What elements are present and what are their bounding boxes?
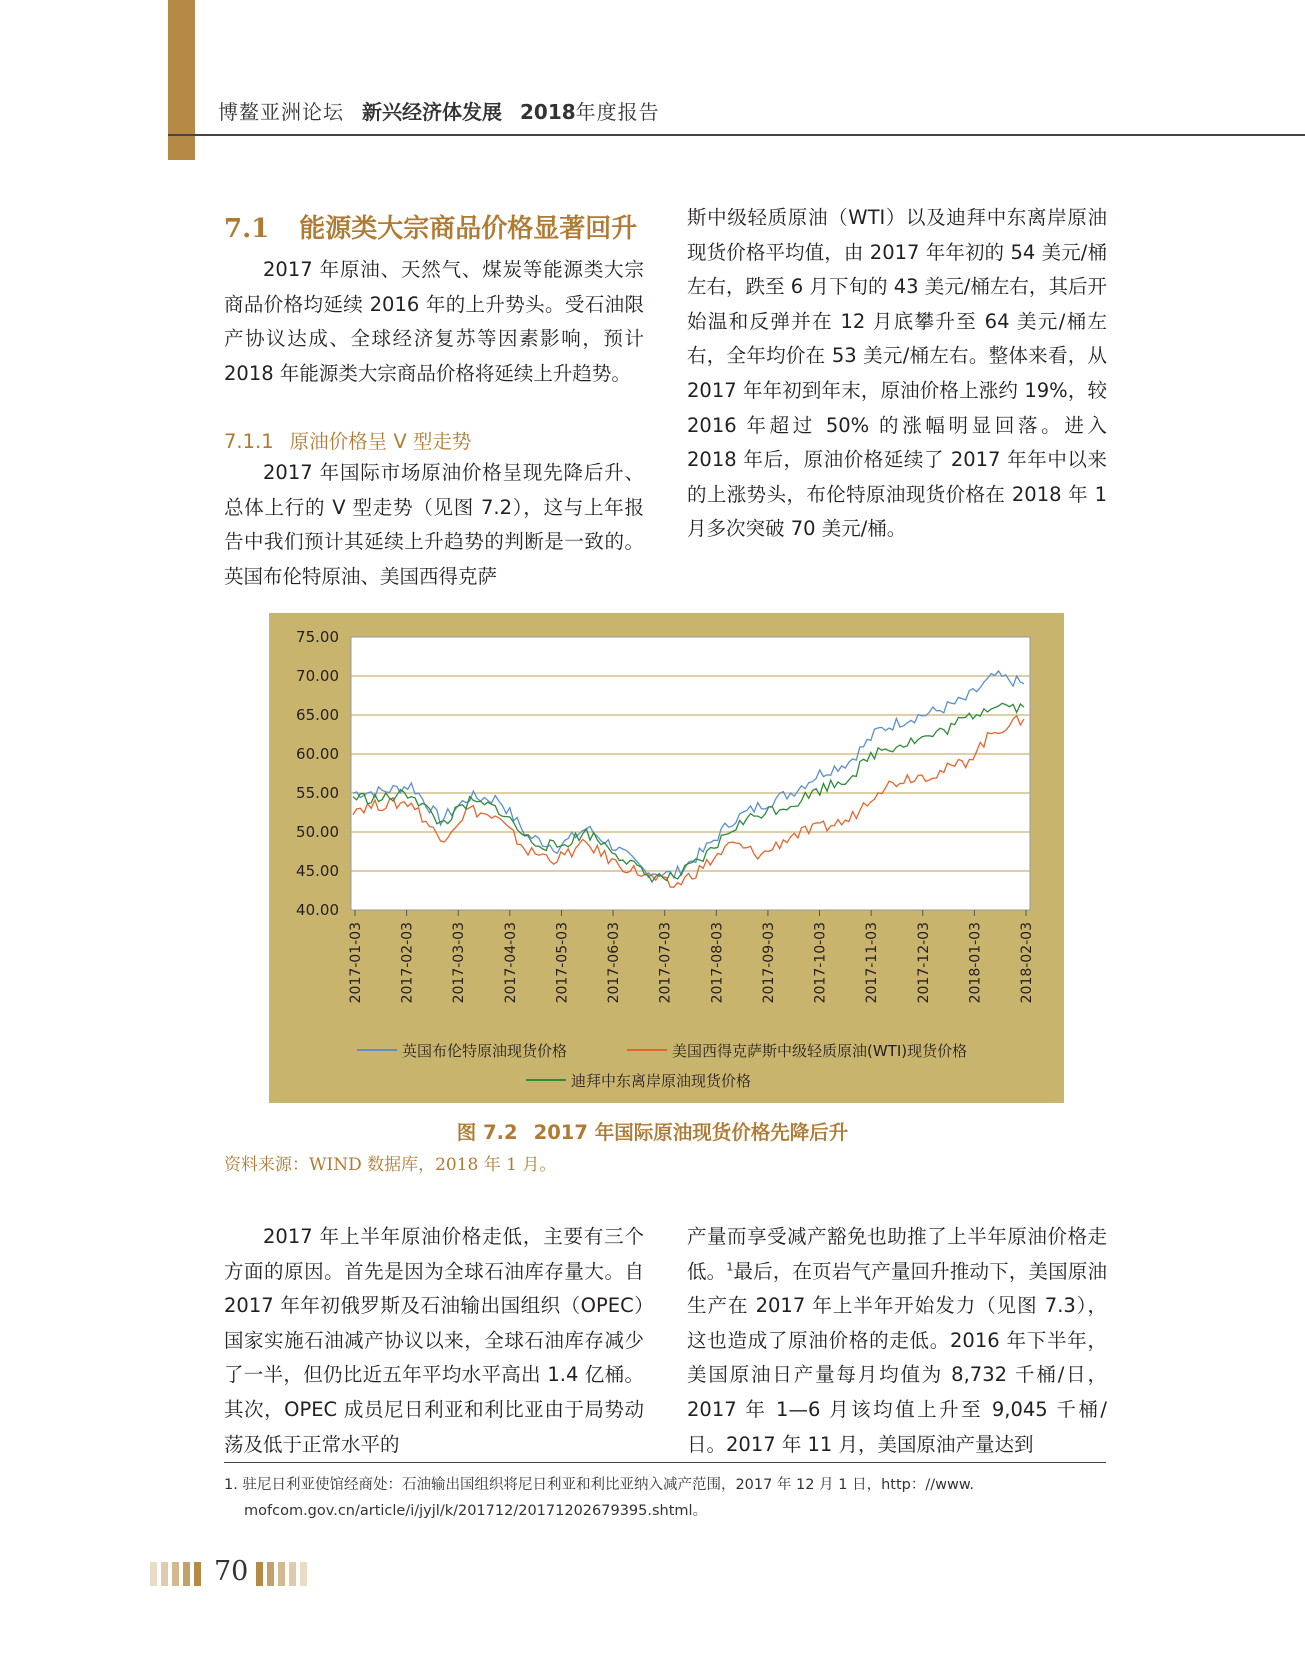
section-heading: 能源类大宗商品价格显著回升 — [299, 214, 638, 244]
footnote-text: 1. 驻尼日利亚使馆经商处：石油输出国组织将尼日利亚和利比亚纳入减产范围，2017 年 12 月 1 日，http：//www. — [224, 1477, 974, 1493]
x-tick-label-2018-02-03: 2018-02-03 — [1019, 922, 1035, 1004]
left-column-paragraph-container — [224, 456, 644, 594]
legend-label-wti: 美国西得克萨斯中级轻质原油(WTI)现货价格 — [672, 1042, 968, 1060]
footnote — [224, 1472, 1106, 1524]
intro-paragraph: 2017 年原油、天然气、煤炭等能源类大宗商品价格均延续 2016 年的上升势头。受石油限产协议达成、全球经济复苏等因素影响，预计 2018 年能源类大宗商品价格将延续上升趋势。 — [224, 258, 644, 385]
figure-source: 资料来源：WIND 数据库，2018 年 1 月。 — [224, 1155, 557, 1175]
x-tick-label-2017-02-03: 2017-02-03 — [399, 922, 416, 1004]
page-bar-left — [150, 1562, 205, 1586]
x-tick-label-2017-03-03: 2017-03-03 — [451, 922, 468, 1004]
header-year: 2018 — [520, 100, 576, 124]
x-tick-label-2017-06-03: 2017-06-03 — [606, 922, 623, 1004]
y-tick-label-40.00: 40.00 — [296, 901, 339, 919]
y-tick-label-55.00: 55.00 — [296, 784, 339, 802]
y-tick-label-75.00: 75.00 — [296, 628, 339, 646]
section-number: 7.1 — [224, 214, 270, 244]
oil-decline-reasons-cont — [687, 1220, 1107, 1462]
x-tick-label-2017-05-03: 2017-05-03 — [554, 922, 571, 1004]
footnote-url[interactable]: mofcom.gov.cn/article/i/jyjl/k/201712/20171202679395.shtml。 — [244, 1503, 708, 1519]
body-right-container — [687, 1220, 1107, 1462]
body-right-part-a: 产量而享受减产豁免也助推了上半年原油价格走低。 — [687, 1225, 1107, 1283]
footnote-ref[interactable]: 1 — [726, 1260, 734, 1274]
header-divider — [168, 134, 1305, 136]
chapter-tab — [168, 0, 195, 160]
header-report-name: 新兴经济体发展 — [362, 100, 502, 124]
plot-area — [351, 637, 1030, 910]
y-tick-label-45.00: 45.00 — [296, 862, 339, 880]
oil-trend-paragraph-start: 2017 年国际市场原油价格呈现先降后升、总体上行的 V 型走势（见图 7.2），这与上年报告中我们预计其延续上升趋势的判断是一致的。英国布伦特原油、美国西得克萨 — [224, 461, 644, 588]
figure-caption-text: 2017 年国际原油现货价格先降后升 — [533, 1121, 849, 1144]
body-left-container — [224, 1220, 644, 1462]
page-bar-right — [256, 1562, 311, 1586]
y-tick-label-50.00: 50.00 — [296, 823, 339, 841]
subsection-heading: 原油价格呈 V 型走势 — [289, 430, 472, 453]
x-axis-ticks — [348, 910, 1035, 1003]
x-tick-label-2017-07-03: 2017-07-03 — [657, 922, 674, 1004]
running-header — [218, 96, 660, 125]
legend-label-dubai: 迪拜中东离岸原油现货价格 — [571, 1072, 752, 1090]
figure-label: 图 7.2 — [456, 1121, 518, 1144]
x-tick-label-2017-04-03: 2017-04-03 — [502, 922, 519, 1004]
x-tick-label-2017-10-03: 2017-10-03 — [812, 922, 829, 1004]
oil-decline-reasons-paragraph: 2017 年上半年原油价格走低，主要有三个方面的原因。首先是因为全球石油库存量大。自 2017 年年初俄罗斯及石油输出国组织（OPEC）国家实施石油减产协议以来，全球石油库存减少了一半，但仍比近五年平均水平高出 1.4 亿桶。其次，OPEC 成员尼日利亚和利比亚由于局势动荡及低于正常水平的 — [224, 1225, 644, 1456]
y-tick-label-70.00: 70.00 — [296, 667, 339, 685]
body-right-part-b: 最后，在页岩气产量回升推动下，美国原油生产在 2017 年上半年开始发力（见图 7.3），这也造成了原油价格的走低。2016 年下半年，美国原油日产量每月均值为 8,732 千桶/日，2017 年 1—6 月该均值上升至 9,045 千桶/日。2017 年 11 月，美国原油产量达到 — [687, 1259, 1107, 1456]
header-report-type: 年度报告 — [575, 100, 660, 124]
x-tick-label-2017-09-03: 2017-09-03 — [760, 922, 777, 1004]
x-tick-label-2017-12-03: 2017-12-03 — [915, 922, 932, 1004]
x-tick-label-2017-01-03: 2017-01-03 — [348, 922, 364, 1004]
intro-paragraph-container — [224, 253, 644, 391]
legend-label-brent: 英国布伦特原油现货价格 — [402, 1042, 568, 1060]
right-column-paragraph-container — [687, 201, 1107, 547]
section-title — [224, 208, 637, 245]
oil-trend-paragraph-cont: 斯中级轻质原油（WTI）以及迪拜中东离岸原油现货价格平均值，由 2017 年年初的 54 美元/桶左右，跌至 6 月下旬的 43 美元/桶左右，其后开始温和反弹并在 12 月底攀升至 64 美元/桶左右，全年均价在 53 美元/桶左右。整体来看，从 2017 年年初到年末，原油价格上涨约 19%，较 2016 年超过 50% 的涨幅明显回落。进入 2018 年后，原油价格延续了 2017 年年中以来的上涨势头，布伦特原油现货价格在 2018 年 1 月多次突破 70 美元/桶。 — [687, 206, 1107, 541]
figure-caption — [0, 1117, 1305, 1145]
chart-svg — [269, 613, 1064, 1103]
subsection-title — [224, 426, 471, 454]
subsection-number: 7.1.1 — [224, 430, 274, 453]
y-tick-label-65.00: 65.00 — [296, 706, 339, 724]
header-forum: 博鳌亚洲论坛 — [218, 100, 344, 124]
chart-legend — [357, 1042, 967, 1090]
footnote-divider — [224, 1462, 1106, 1463]
y-tick-label-60.00: 60.00 — [296, 745, 339, 763]
x-tick-label-2018-01-03: 2018-01-03 — [967, 922, 984, 1004]
oil-price-chart — [269, 613, 1064, 1103]
page-number: 70 — [214, 1556, 249, 1587]
x-tick-label-2017-08-03: 2017-08-03 — [709, 922, 726, 1004]
y-axis-ticks — [296, 628, 339, 919]
x-tick-label-2017-11-03: 2017-11-03 — [864, 922, 881, 1004]
